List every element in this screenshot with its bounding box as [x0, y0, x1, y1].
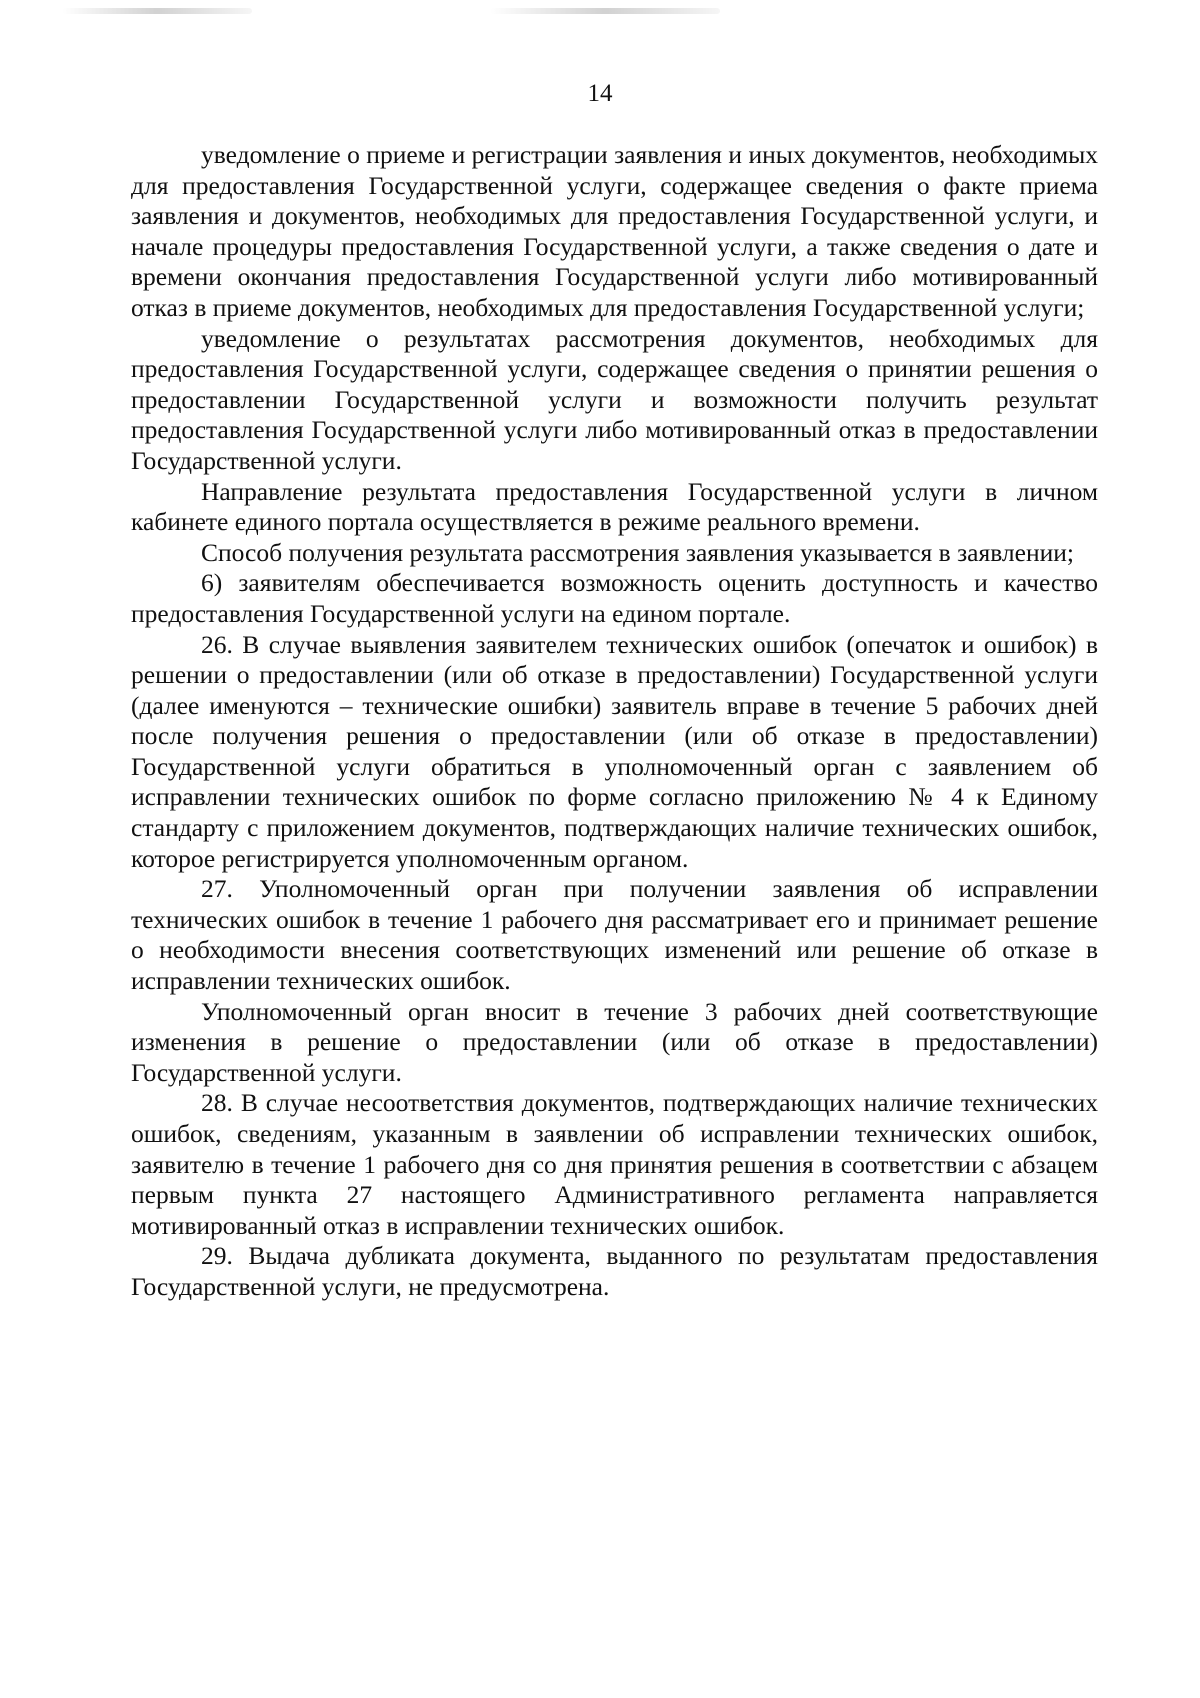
paragraph: 28. В случае несоответствия документов, подтверждающих наличие технических ошибок, сведениям, указанным в заявлении об исправлении технических ошибок, заявителю в течение 1 рабочего дня со дня принятия решения в соответствии с абзацем первым пункта 27 настоящего Административного регламента направляется мотивированный отказ в исправлении технических ошибок.	[131, 1088, 1098, 1240]
paragraph: Способ получения результата рассмотрения заявления указывается в заявлении;	[201, 537, 1074, 567]
paragraph: Уполномоченный орган вносит в течение 3 рабочих дней соответствующие изменения в решение о предоставлении (или об отказе в предоставлении) Государственной услуги.	[131, 996, 1098, 1087]
paragraph: уведомление о результатах рассмотрения документов, необходимых для предоставления Государственной услуги, содержащее сведения о принятии решения о предоставлении Государственной услуги и возможности получить результат предоставления Государственной услуги либо мотивированный отказ в предоставлении Государственной услуги.	[131, 323, 1098, 475]
document-body	[131, 140, 1098, 1303]
paragraph: Направление результата предоставления Государственной услуги в личном кабинете единого портала осуществляется в режиме реального времени.	[131, 476, 1098, 537]
paragraph: 26. В случае выявления заявителем технических ошибок (опечаток и ошибок) в решении о предоставлении (или об отказе в предоставлении) Государственной услуги (далее именуются – технические ошибки) заявитель вправе в течение 5 рабочих дней после получения решения о предоставлении (или об отказе в предоставлении) Государственной услуги обратиться в уполномоченный орган с заявлением об исправлении технических ошибок по форме согласно приложению № 4 к Единому стандарту с приложением документов, подтверждающих наличие технических ошибок, которое регистрируется уполномоченным органом.	[131, 629, 1098, 873]
paragraph: уведомление о приеме и регистрации заявления и иных документов, необходимых для предоставления Государственной услуги, содержащее сведения о факте приема заявления и документов, необходимых для предоставления Государственной услуги, и начале процедуры предоставления Государственной услуги, а также сведения о дате и времени окончания предоставления Государственной услуги либо мотивированный отказ в приеме документов, необходимых для предоставления Государственной услуги;	[131, 140, 1098, 322]
scan-artifact	[62, 8, 252, 14]
paragraph: 27. Уполномоченный орган при получении заявления об исправлении технических ошибок в течение 1 рабочего дня рассматривает его и принимает решение о необходимости внесения соответствующих изменений или решение об отказе в исправлении технических ошибок.	[131, 874, 1098, 996]
paragraph: 6) заявителям обеспечивается возможность оценить доступность и качество предоставления Государственной услуги на едином портале.	[131, 568, 1098, 628]
scan-artifact	[490, 8, 720, 14]
paragraph: 29. Выдача дубликата документа, выданного по результатам предоставления Государственной услуги, не предусмотрена.	[131, 1241, 1098, 1301]
page-number: 14	[587, 80, 613, 107]
